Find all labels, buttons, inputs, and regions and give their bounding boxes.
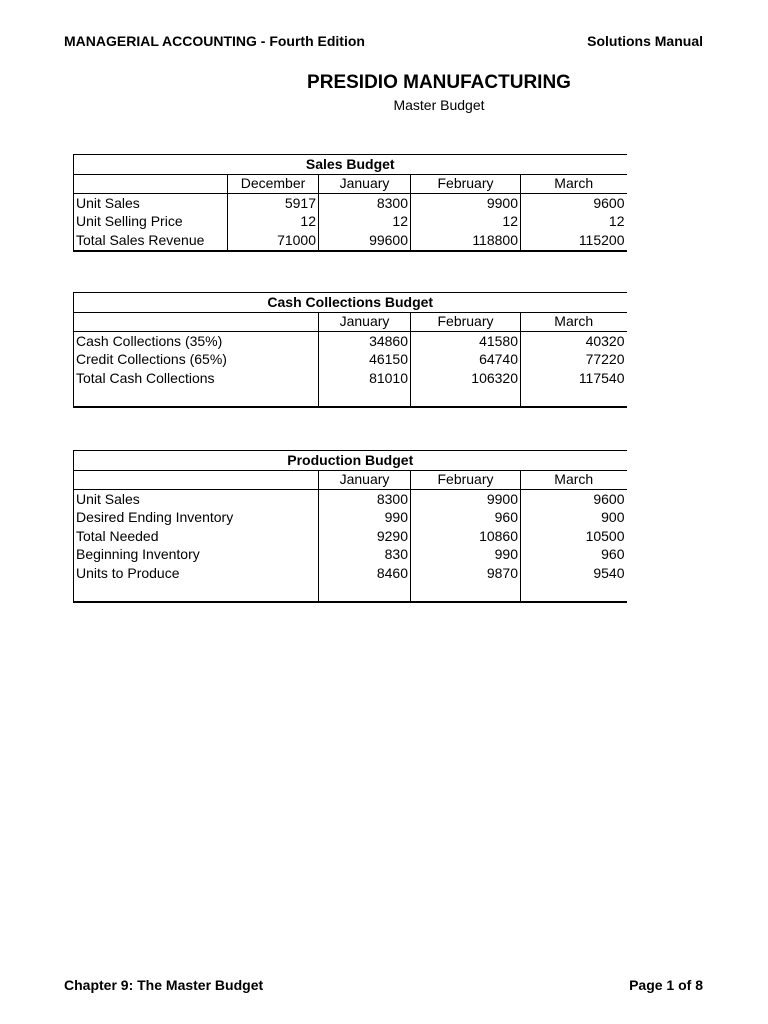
cash-collections-budget-table xyxy=(73,292,627,408)
cell-value: 900 xyxy=(521,509,627,528)
cell-value: 99600 xyxy=(319,231,411,251)
table-row xyxy=(74,546,627,565)
sales-budget-table xyxy=(73,154,627,252)
cell-value: 10860 xyxy=(411,527,521,546)
cell-value: 64740 xyxy=(411,351,521,370)
cell-value: 990 xyxy=(411,546,521,565)
production-budget-title-row xyxy=(74,451,627,471)
company-title: PRESIDIO MANUFACTURING xyxy=(307,72,571,93)
header-blank xyxy=(74,174,228,194)
cell-value: 960 xyxy=(411,509,521,528)
table-row xyxy=(74,527,627,546)
running-header-left: MANAGERIAL ACCOUNTING - Fourth Edition xyxy=(64,33,365,49)
running-header-right: Solutions Manual xyxy=(587,33,703,49)
cell-value: 5917 xyxy=(228,194,319,213)
table-row xyxy=(74,351,627,370)
table-row xyxy=(74,509,627,528)
blank-cell xyxy=(411,388,521,408)
table-row xyxy=(74,213,627,232)
cell-value: 9900 xyxy=(411,490,521,509)
cell-value: 46150 xyxy=(319,351,411,370)
row-label: Total Needed xyxy=(74,527,319,546)
cell-value: 118800 xyxy=(411,231,521,251)
blank-cell xyxy=(74,583,319,603)
table-row xyxy=(74,231,627,251)
cell-value: 12 xyxy=(411,213,521,232)
column-header: February xyxy=(411,470,521,490)
cell-value: 8300 xyxy=(319,194,411,213)
cell-value: 40320 xyxy=(521,332,627,351)
cell-value: 990 xyxy=(319,509,411,528)
sales-budget-title-row xyxy=(74,155,627,175)
cell-value: 8460 xyxy=(319,564,411,583)
cell-value: 9290 xyxy=(319,527,411,546)
production-budget-title: Production Budget xyxy=(74,451,627,471)
blank-cell xyxy=(319,583,411,603)
row-label: Total Sales Revenue xyxy=(74,231,228,251)
cell-value: 9540 xyxy=(521,564,627,583)
cell-value: 41580 xyxy=(411,332,521,351)
cell-value: 106320 xyxy=(411,369,521,388)
cell-value: 830 xyxy=(319,546,411,565)
cash-budget-header-row xyxy=(74,312,627,332)
blank-cell xyxy=(411,583,521,603)
document-subtitle: Master Budget xyxy=(393,97,485,113)
cell-value: 9900 xyxy=(411,194,521,213)
blank-cell xyxy=(521,388,627,408)
table-row-blank xyxy=(74,583,627,603)
column-header: January xyxy=(319,312,411,332)
cell-value: 12 xyxy=(319,213,411,232)
row-label: Desired Ending Inventory xyxy=(74,509,319,528)
column-header: February xyxy=(411,174,521,194)
blank-cell xyxy=(521,583,627,603)
column-header: January xyxy=(319,470,411,490)
cash-budget-title: Cash Collections Budget xyxy=(74,293,627,313)
cell-value: 115200 xyxy=(521,231,627,251)
production-budget-header-row xyxy=(74,470,627,490)
cell-value: 34860 xyxy=(319,332,411,351)
row-label: Credit Collections (65%) xyxy=(74,351,319,370)
cell-value: 960 xyxy=(521,546,627,565)
cell-value: 81010 xyxy=(319,369,411,388)
table-row xyxy=(74,369,627,388)
cell-value: 12 xyxy=(228,213,319,232)
column-header: February xyxy=(411,312,521,332)
row-label: Total Cash Collections xyxy=(74,369,319,388)
column-header: March xyxy=(521,174,627,194)
column-header: March xyxy=(521,470,627,490)
header-blank xyxy=(74,312,319,332)
cell-value: 10500 xyxy=(521,527,627,546)
cash-budget-title-row xyxy=(74,293,627,313)
cell-value: 12 xyxy=(521,213,627,232)
cell-value: 8300 xyxy=(319,490,411,509)
sales-budget-title: Sales Budget xyxy=(74,155,627,175)
sales-budget-header-row xyxy=(74,174,627,194)
table-row xyxy=(74,564,627,583)
blank-cell xyxy=(319,388,411,408)
blank-cell xyxy=(74,388,319,408)
cell-value: 117540 xyxy=(521,369,627,388)
header-blank xyxy=(74,470,319,490)
column-header: January xyxy=(319,174,411,194)
table-row xyxy=(74,194,627,213)
page-number: Page 1 of 8 xyxy=(629,977,703,993)
cell-value: 71000 xyxy=(228,231,319,251)
column-header: March xyxy=(521,312,627,332)
production-budget-table xyxy=(73,450,627,603)
cell-value: 77220 xyxy=(521,351,627,370)
row-label: Unit Sales xyxy=(74,194,228,213)
footer-left: Chapter 9: The Master Budget xyxy=(64,977,264,993)
cell-value: 9600 xyxy=(521,490,627,509)
row-label: Units to Produce xyxy=(74,564,319,583)
row-label: Beginning Inventory xyxy=(74,546,319,565)
table-row xyxy=(74,490,627,509)
row-label: Unit Selling Price xyxy=(74,213,228,232)
table-row-blank xyxy=(74,388,627,408)
table-row xyxy=(74,332,627,351)
row-label: Cash Collections (35%) xyxy=(74,332,319,351)
cell-value: 9600 xyxy=(521,194,627,213)
row-label: Unit Sales xyxy=(74,490,319,509)
cell-value: 9870 xyxy=(411,564,521,583)
column-header: December xyxy=(228,174,319,194)
